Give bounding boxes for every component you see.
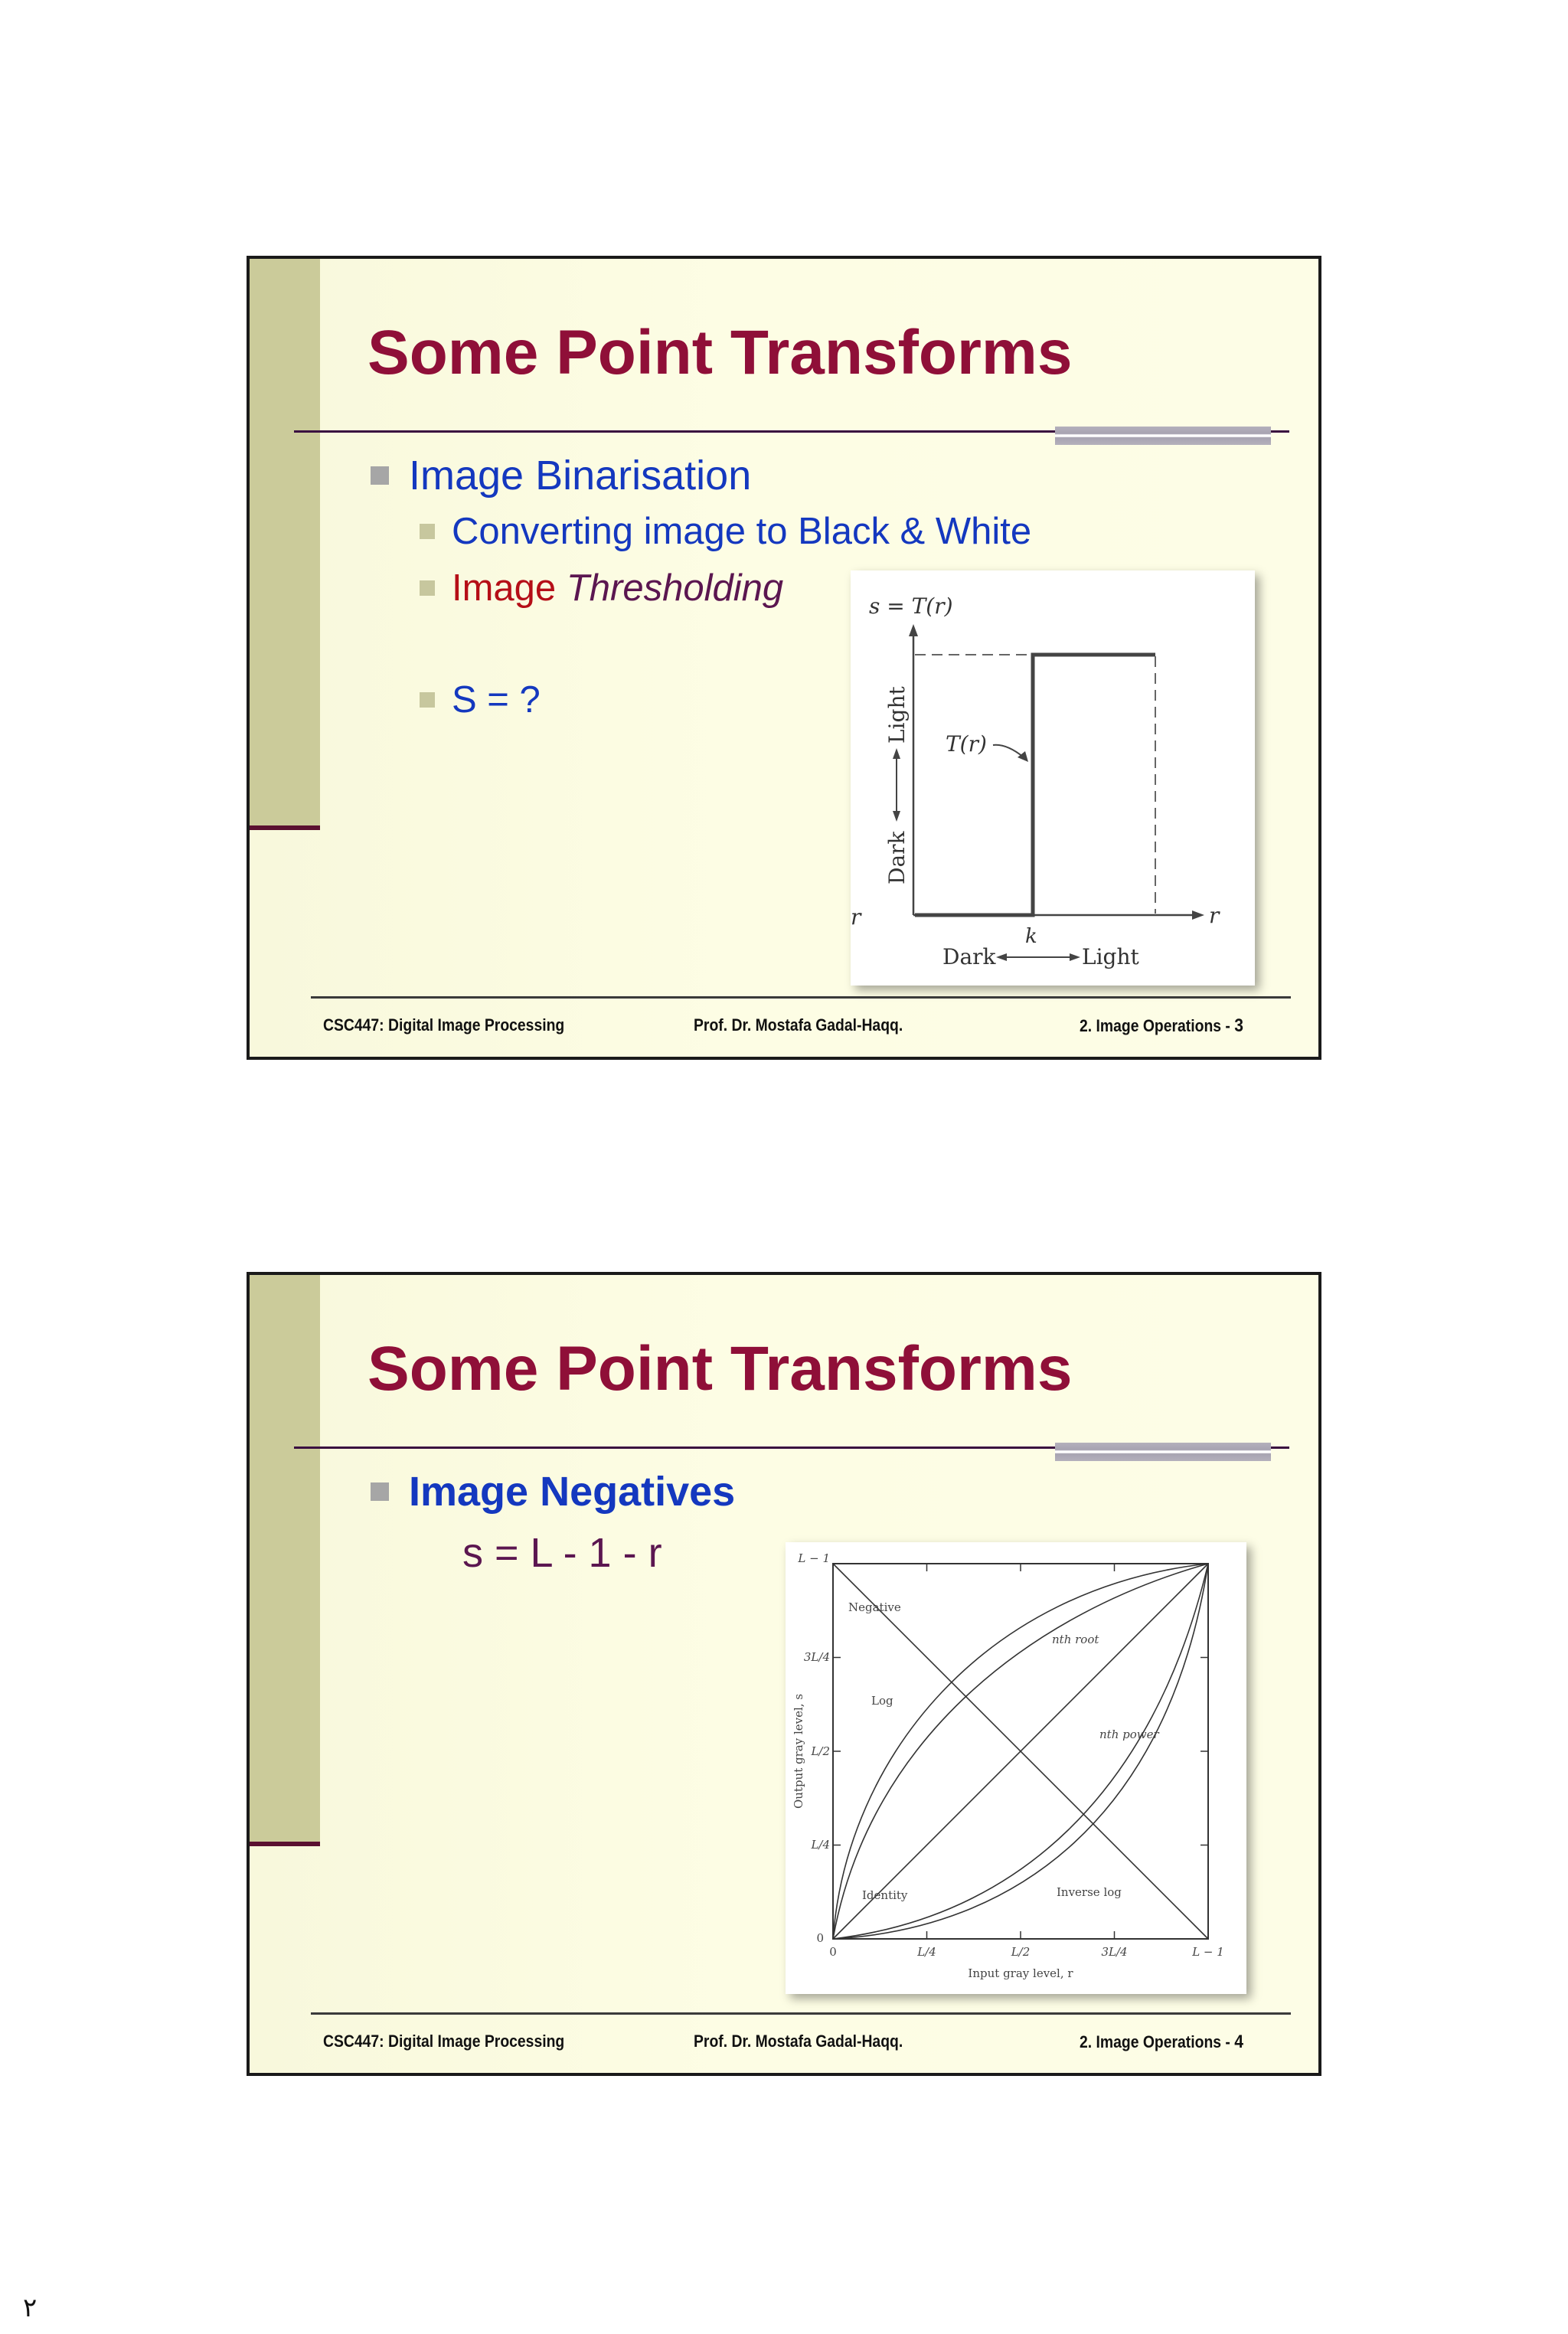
y-tick-1: L/4 xyxy=(811,1838,830,1852)
footer-section xyxy=(1080,1015,1243,1037)
t-pointer xyxy=(993,745,1024,757)
bullet-image-negatives xyxy=(371,1468,735,1515)
curve-label-identity: Identity xyxy=(862,1888,908,1902)
negative-formula: s = L - 1 - r xyxy=(462,1530,662,1576)
footer-page-number: 4 xyxy=(1234,2032,1244,2052)
sidebar-accent xyxy=(250,1842,320,1846)
curve-label-nth-power: nth power xyxy=(1099,1728,1159,1741)
threshold-figure xyxy=(851,570,1255,986)
y-range-down-icon xyxy=(893,811,900,822)
y-tick-2: L/2 xyxy=(811,1744,830,1758)
gray-level-plot xyxy=(786,1542,1246,1994)
footer-author: Prof. Dr. Mostafa Gadal-Haqq. xyxy=(694,1015,903,1035)
title-rule-bar xyxy=(1055,1443,1271,1461)
bullet-square-icon xyxy=(371,1482,389,1501)
footer-section-text: 2. Image Operations - xyxy=(1080,2032,1230,2051)
bullet-thresholding xyxy=(420,567,783,610)
x-tick-1: L/4 xyxy=(917,1945,936,1959)
r-label: r xyxy=(1209,903,1220,928)
bullet-square-icon xyxy=(420,692,435,708)
bullet-text: Converting image to Black & White xyxy=(452,511,1032,552)
gray-level-figure xyxy=(786,1542,1246,1994)
slide-sidebar xyxy=(250,259,320,825)
footer-section-text: 2. Image Operations - xyxy=(1080,1016,1230,1035)
bullet-square-icon xyxy=(420,580,435,596)
slide-title: Some Point Transforms xyxy=(368,1334,1073,1404)
x-range-left-icon xyxy=(996,953,1007,961)
x-tick-2: L/2 xyxy=(1011,1945,1031,1959)
bullet-text: Image xyxy=(452,567,557,609)
footer-section xyxy=(1080,2032,1243,2053)
x-axis-label: Input gray level, r xyxy=(968,1966,1073,1980)
bullet-text: Image Binarisation xyxy=(409,453,752,499)
threshold-curve xyxy=(915,655,1155,915)
slide-4 xyxy=(247,1272,1321,2076)
y-tick-0: 0 xyxy=(816,1931,824,1945)
k-label: k xyxy=(1025,925,1037,948)
curve-label-nth-root: nth root xyxy=(1052,1633,1099,1646)
x-tick-0: 0 xyxy=(829,1945,837,1959)
slide-sidebar xyxy=(250,1275,320,1842)
footer-course: CSC447: Digital Image Processing xyxy=(323,2032,565,2051)
slide-3 xyxy=(247,256,1321,1060)
footer-author: Prof. Dr. Mostafa Gadal-Haqq. xyxy=(694,2032,903,2051)
bullet-square-icon xyxy=(371,466,389,485)
y-dark-label: Dark xyxy=(884,831,910,884)
curve-label-log: Log xyxy=(871,1694,893,1708)
curve-label-negative: Negative xyxy=(848,1600,901,1614)
y-tick-4: L − 1 xyxy=(798,1551,830,1565)
bullet-text: Image Negatives xyxy=(409,1469,736,1515)
t-label: T(r) xyxy=(946,731,987,757)
bullet-text-italic: Thresholding xyxy=(566,567,784,609)
footer-page-number: 3 xyxy=(1234,1015,1244,1036)
x-dark-label: Dark xyxy=(942,944,996,969)
bullet-text: S = ? xyxy=(452,679,541,721)
footer-course: CSC447: Digital Image Processing xyxy=(323,1015,565,1035)
y-axis-label: Output gray level, s xyxy=(792,1693,805,1809)
y-light-label: Light xyxy=(884,686,910,744)
page-number: ٢ xyxy=(23,2293,38,2323)
s-label: s = T(r) xyxy=(869,593,953,619)
bullet-converting xyxy=(420,510,1031,553)
x-range-right-icon xyxy=(1070,953,1080,961)
footer-rule xyxy=(311,2012,1291,2015)
y-tick-3: 3L/4 xyxy=(803,1650,830,1664)
t-pointer-arrow-icon xyxy=(1018,751,1028,762)
threshold-plot xyxy=(851,570,1255,986)
curve-label-inverse-log: Inverse log xyxy=(1057,1885,1122,1899)
x-light-label: Light xyxy=(1082,944,1139,969)
y-axis-arrow-icon xyxy=(909,624,918,636)
slide-title: Some Point Transforms xyxy=(368,318,1073,387)
x-tick-4: L − 1 xyxy=(1192,1945,1224,1959)
y-range-up-icon xyxy=(893,748,900,759)
footer-rule xyxy=(311,996,1291,999)
x-axis-arrow-icon xyxy=(1192,910,1204,920)
bullet-square-icon xyxy=(420,524,435,539)
bullet-image-binarisation xyxy=(371,452,751,499)
r-left-label: r xyxy=(851,904,861,930)
x-tick-3: 3L/4 xyxy=(1101,1945,1128,1959)
sidebar-accent xyxy=(250,825,320,830)
title-rule-bar xyxy=(1055,427,1271,445)
bullet-s-equals xyxy=(420,678,541,721)
